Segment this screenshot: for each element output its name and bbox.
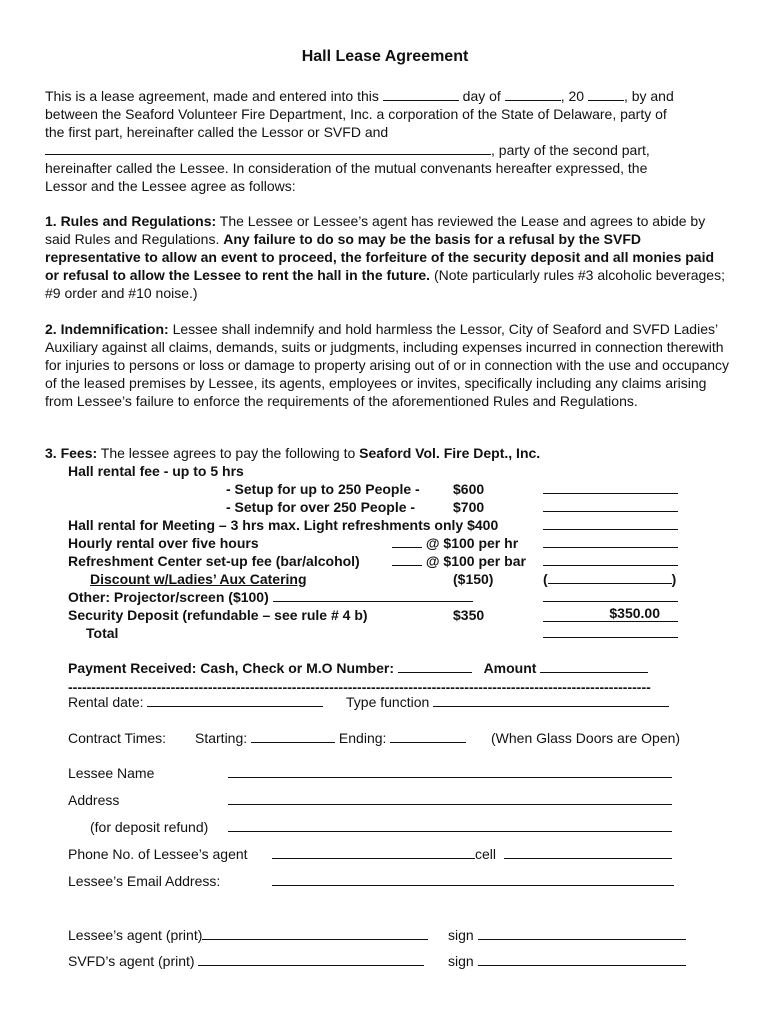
fee-blank[interactable]	[543, 516, 678, 530]
fee-refreshment: Refreshment Center set-up fee (bar/alcohol)	[68, 553, 360, 569]
intro-line-3: the first part, hereinafter called the Lessor or SVFD and	[45, 124, 389, 140]
rental-date-row	[68, 693, 323, 711]
type-function-row	[346, 693, 669, 711]
intro-line-6: Lessor and the Lessee agree as follows:	[45, 178, 296, 194]
address-input[interactable]	[228, 791, 672, 805]
other-blank[interactable]	[273, 588, 473, 602]
svfd-agent-row	[68, 952, 424, 970]
paren-close: )	[671, 571, 677, 587]
rental-date-input[interactable]	[147, 693, 323, 707]
intro-text: This is a lease agreement, made and entered into this	[45, 88, 379, 104]
lessee-sign-input[interactable]	[478, 926, 686, 940]
cell-label: cell	[475, 846, 497, 862]
fee-discount: Discount w/Ladies’ Aux Catering	[90, 571, 307, 587]
hours-blank[interactable]	[392, 534, 422, 548]
month-blank[interactable]	[505, 87, 561, 101]
section-heading: 3. Fees:	[45, 445, 98, 461]
starting-row	[195, 729, 466, 747]
fee-blank[interactable]	[543, 552, 678, 566]
svfd-sign-input[interactable]	[478, 952, 686, 966]
year-blank[interactable]	[588, 87, 624, 101]
fee-setup-over-price: $700	[453, 499, 485, 515]
fee-meeting: Hall rental for Meeting – 3 hrs max. Light refreshments only $400	[68, 517, 499, 533]
amount-label: Amount	[483, 660, 537, 676]
contract-times-label: Contract Times:	[68, 730, 167, 746]
fee-setup-250-price: $600	[453, 481, 485, 497]
paren-open: (	[543, 571, 548, 587]
phone-label: Phone No. of Lessee’s agent	[68, 846, 248, 862]
hourly-rate-text: @ $100 per hr	[425, 535, 519, 551]
phone-row	[272, 845, 496, 863]
payee: Seaford Vol. Fire Dept., Inc.	[359, 445, 541, 461]
ending-label: Ending:	[338, 730, 387, 746]
starting-input[interactable]	[251, 729, 335, 743]
section-heading: 1. Rules and Regulations:	[45, 213, 217, 229]
intro-text: , by and	[623, 88, 674, 104]
fee-hourly: Hourly rental over five hours	[68, 535, 259, 551]
lessee-name-input[interactable]	[228, 764, 672, 778]
rental-date-label: Rental date:	[68, 694, 144, 710]
fee-blank[interactable]	[543, 588, 678, 602]
section-text: The Lessee or Lessee’s agent has reviewed the Lease and agrees to abide by said Rules and Regulations.	[45, 213, 706, 247]
svfd-agent-input[interactable]	[198, 952, 424, 966]
email-input[interactable]	[272, 872, 674, 886]
glass-doors-note: (When Glass Doors are Open)	[491, 730, 681, 746]
fee-setup-over: - Setup for over 250 People -	[226, 499, 416, 515]
fee-setup-250: - Setup for up to 250 People -	[226, 481, 420, 497]
bars-blank[interactable]	[392, 552, 422, 566]
email-label: Lessee’s Email Address:	[68, 873, 221, 889]
fee-other	[68, 588, 473, 606]
lessee-sign-row	[448, 926, 686, 944]
fee-blank[interactable]	[548, 570, 672, 584]
lessee-name-label: Lessee Name	[68, 765, 155, 781]
section-text: (Note particularly rules #3 alcoholic beverages; #9 order and #10 noise.)	[45, 267, 725, 301]
deposit-amount-field[interactable]: $350.00	[543, 606, 678, 622]
payment-label: Payment Received: Cash, Check or M.O Number:	[68, 660, 394, 676]
fee-total: Total	[86, 625, 119, 641]
lessee-agent-input[interactable]	[202, 926, 428, 940]
section-indemnification	[45, 320, 730, 410]
starting-label: Starting:	[195, 730, 248, 746]
section-heading: 2. Indemnification:	[45, 321, 169, 337]
intro-line-1	[45, 87, 674, 105]
fee-blank[interactable]	[543, 534, 678, 548]
sign-label: sign	[448, 927, 474, 943]
fee-other-label: Other: Projector/screen ($100)	[68, 589, 269, 605]
fee-hourly-rate	[392, 534, 518, 552]
intro-line-4	[45, 141, 650, 159]
fee-hall-rental: Hall rental fee - up to 5 hrs	[68, 463, 244, 479]
type-function-label: Type function	[346, 694, 430, 710]
intro-line-5: hereinafter called the Lessee. In consideration of the mutual convenants hereafter expressed, the	[45, 160, 648, 176]
intro-text: day of	[462, 88, 501, 104]
fee-refreshment-rate	[392, 552, 526, 570]
section-bold-text: Any failure to do so may be the basis for a refusal by the SVFD representative to allow an event to proceed, the forfeiture of the security deposit and all monies paid or refusal to allow the Lessee to rent the hall in the future.	[45, 231, 715, 283]
section-text: The lessee agrees to pay the following to	[100, 445, 356, 461]
address-input-2[interactable]	[228, 818, 672, 832]
fee-discount-field	[543, 570, 676, 588]
lessee-agent-label: Lessee’s agent (print)	[68, 927, 203, 943]
lessee-party-blank[interactable]	[45, 141, 491, 155]
intro-text: , party of the second part,	[491, 142, 650, 158]
fee-deposit-amt: $350	[453, 607, 485, 623]
separator: -----------------------------------------------------------------------------------------------------------------------------	[68, 679, 651, 695]
sign-label: sign	[448, 953, 474, 969]
payment-line	[68, 659, 648, 677]
svfd-sign-row	[448, 952, 686, 970]
amount-blank[interactable]	[540, 659, 648, 673]
fee-blank[interactable]	[543, 480, 678, 494]
intro-line-2: between the Seaford Volunteer Fire Department, Inc. a corporation of the State of Delaware, party of	[45, 106, 667, 122]
phone-input[interactable]	[272, 845, 475, 859]
day-blank[interactable]	[383, 87, 459, 101]
deposit-refund-label: (for deposit refund)	[90, 819, 209, 835]
section-fees-intro	[45, 444, 540, 462]
fee-blank[interactable]	[543, 498, 678, 512]
fee-discount-amt: ($150)	[453, 571, 494, 587]
section-rules	[45, 212, 730, 302]
refreshment-rate-text: @ $100 per bar	[425, 553, 526, 569]
section-text: Lessee shall indemnify and hold harmless the Lessor, City of Seaford and SVFD Ladies’ Auxiliary against all claims, demands, suits or judgments, including expenses incurred in connection therewith for injuries to persons or loss or damage to property arising out of or in connection with the use and occupancy of the leased premises by Lessee, its agents, employees or invites, specifically including any claims arising from Lessee’s failure to enforce the requirements of the aforementioned Rules and Regulations.	[45, 321, 730, 409]
svfd-agent-label: SVFD’s agent (print)	[68, 953, 195, 969]
ending-input[interactable]	[390, 729, 466, 743]
total-blank[interactable]	[543, 624, 678, 638]
payment-number-blank[interactable]	[398, 659, 472, 673]
cell-input[interactable]	[504, 845, 672, 859]
fee-deposit: Security Deposit (refundable – see rule # 4 b)	[68, 607, 368, 623]
intro-text: , 20	[560, 88, 585, 104]
lessee-agent-row	[68, 926, 428, 944]
page-title: Hall Lease Agreement	[301, 48, 469, 65]
type-function-input[interactable]	[433, 693, 669, 707]
address-label: Address	[68, 792, 120, 808]
